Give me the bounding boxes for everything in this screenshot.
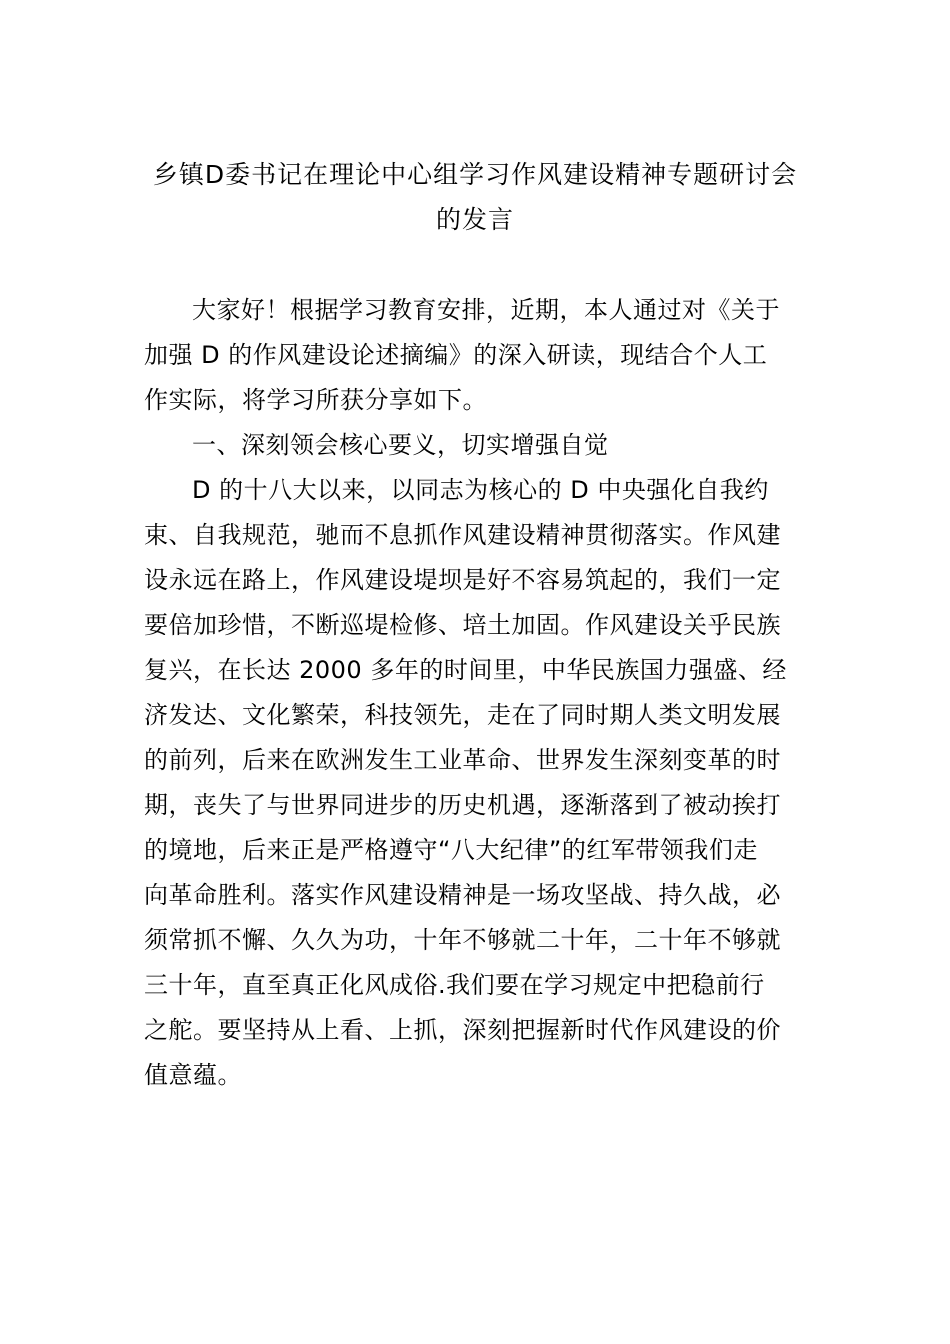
section-1-line: 束、自我规范，驰而不息抓作风建设精神贯彻落实。作风建 — [144, 521, 781, 549]
section-1-line: 三十年，直至真正化风成俗.我们要在学习规定中把稳前行 — [144, 971, 765, 999]
document-title-line-1: 乡镇D委书记在理论中心组学习作风建设精神专题研讨会 — [152, 160, 798, 189]
section-1-line: D 的十八大以来，以同志为核心的 D 中央强化自我约 — [192, 476, 769, 504]
section-1-line: 值意蕴。 — [144, 1061, 242, 1089]
document-title-line-2: 的发言 — [435, 205, 514, 234]
section-1-line: 的境地，后来正是严格遵守“八大纪律”的红军带领我们走 — [144, 836, 758, 864]
intro-paragraph — [144, 288, 814, 423]
section-1-line: 向革命胜利。落实作风建设精神是一场攻坚战、持久战，必 — [144, 881, 781, 909]
intro-line: 加强 D 的作风建设论述摘编》的深入研读，现结合个人工 — [144, 341, 768, 369]
section-1-line: 设永远在路上，作风建设堤坝是好不容易筑起的，我们一定 — [144, 566, 781, 594]
section-heading-text: 一、深刻领会核心要义，切实增强自觉 — [192, 431, 609, 459]
section-1-line: 期，丧失了与世界同进步的历史机遇，逐渐落到了被动挨打 — [144, 791, 781, 819]
intro-line: 作实际，将学习所获分享如下。 — [144, 386, 487, 414]
section-1-paragraph — [144, 468, 814, 1098]
section-1-line: 须常抓不懈、久久为功，十年不够就二十年，二十年不够就 — [144, 926, 781, 954]
document-body — [144, 288, 814, 1098]
section-1-line: 要倍加珍惜，不断巡堤检修、培土加固。作风建设关乎民族 — [144, 611, 781, 639]
section-1-line: 的前列，后来在欧洲发生工业革命、世界发生深刻变革的时 — [144, 746, 781, 774]
section-1-heading — [144, 423, 814, 468]
section-1-line: 之舵。要坚持从上看、上抓，深刻把握新时代作风建设的价 — [144, 1016, 781, 1044]
section-1-line: 济发达、文化繁荣，科技领先，走在了同时期人类文明发展 — [144, 701, 781, 729]
section-1-line: 复兴，在长达 2000 多年的时间里，中华民族国力强盛、经 — [144, 656, 787, 684]
intro-line: 大家好！根据学习教育安排，近期，本人通过对《关于 — [192, 296, 780, 324]
